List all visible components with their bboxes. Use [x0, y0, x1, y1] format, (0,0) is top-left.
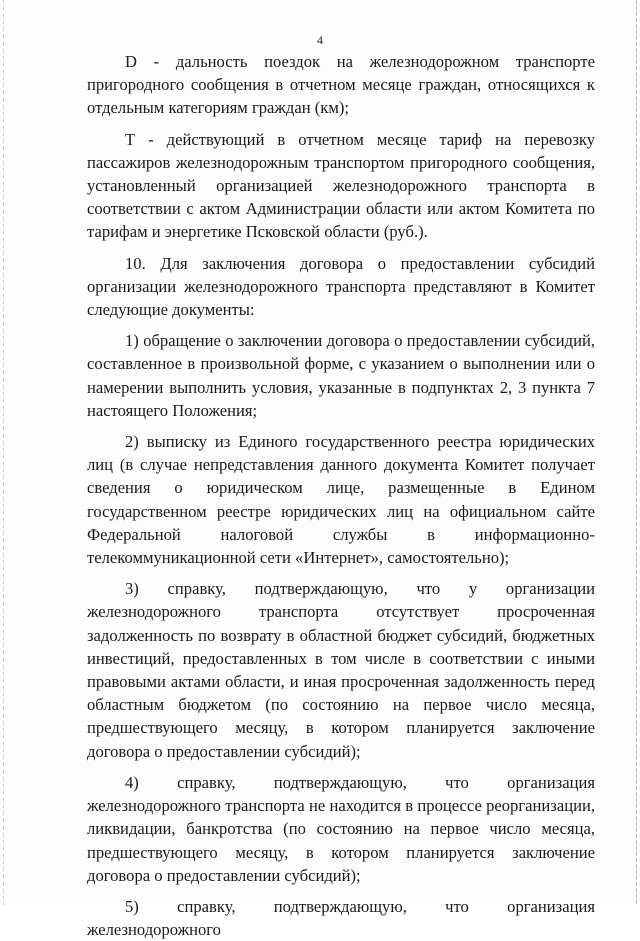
paragraph-subitem-3: 3) справку, подтверждающую, что у организации железнодорожного транспорта отсутствует просроченная задолженность по возврату в областной бюджет субсидий, бюджетных инвестиций, предоставленных в том числе в соответствии с иными правовыми актами области, и иная просроченная задолженность перед областным бюджетом (по состоянию на первое число месяца, предшествующего месяцу, в котором планируется заключение договора о предоставлении субсидий);	[87, 579, 595, 761]
page-number: 4	[317, 33, 323, 47]
scan-edge-right	[636, 0, 637, 905]
document-body	[87, 50, 595, 941]
paragraph-definition-t: Т - действующий в отчетном месяце тариф на перевозку пассажиров железнодорожным транспортом пригородного сообщения, установленный организацией железнодорожного транспорта в соответствии с актом Администрации области или актом Комитета по тарифам и энергетике Псковской области (руб.).	[87, 129, 595, 242]
paragraph-subitem-5: 5) справку, подтверждающую, что организация железнодорожного	[87, 896, 595, 940]
paragraph-subitem-1: 1) обращение о заключении договора о предоставлении субсидий, составленное в произвольной форме, с указанием о выполнении или о намерении выполнить условия, указанные в подпунктах 2, 3 пункта 7 настоящего Положения;	[87, 331, 595, 420]
scan-edge-left	[3, 0, 4, 905]
paragraph-subitem-4: 4) справку, подтверждающую, что организация железнодорожного транспорта не находится в процессе реорганизации, ликвидации, банкротства (по состоянию на первое число месяца, предшествующего месяцу, в котором планируется заключение договора о предоставлении субсидий);	[87, 772, 595, 885]
paragraph-definition-d: D - дальность поездок на железнодорожном транспорте пригородного сообщения в отчетном месяце граждан, относящихся к отдельным категориям граждан (км);	[87, 52, 595, 118]
paragraph-item-10: 10. Для заключения договора о предоставлении субсидий организации железнодорожного транспорта представляют в Комитет следующие документы:	[87, 253, 595, 320]
paragraph-subitem-2: 2) выписку из Единого государственного реестра юридических лиц (в случае непредставления данного документа Комитет получает сведения о юридическом лице, размещенные в Едином государственном реестре юридических лиц на официальном сайте Федеральной налоговой службы в информационно-телекоммуникационной сети «Интернет», самостоятельно);	[87, 432, 595, 568]
